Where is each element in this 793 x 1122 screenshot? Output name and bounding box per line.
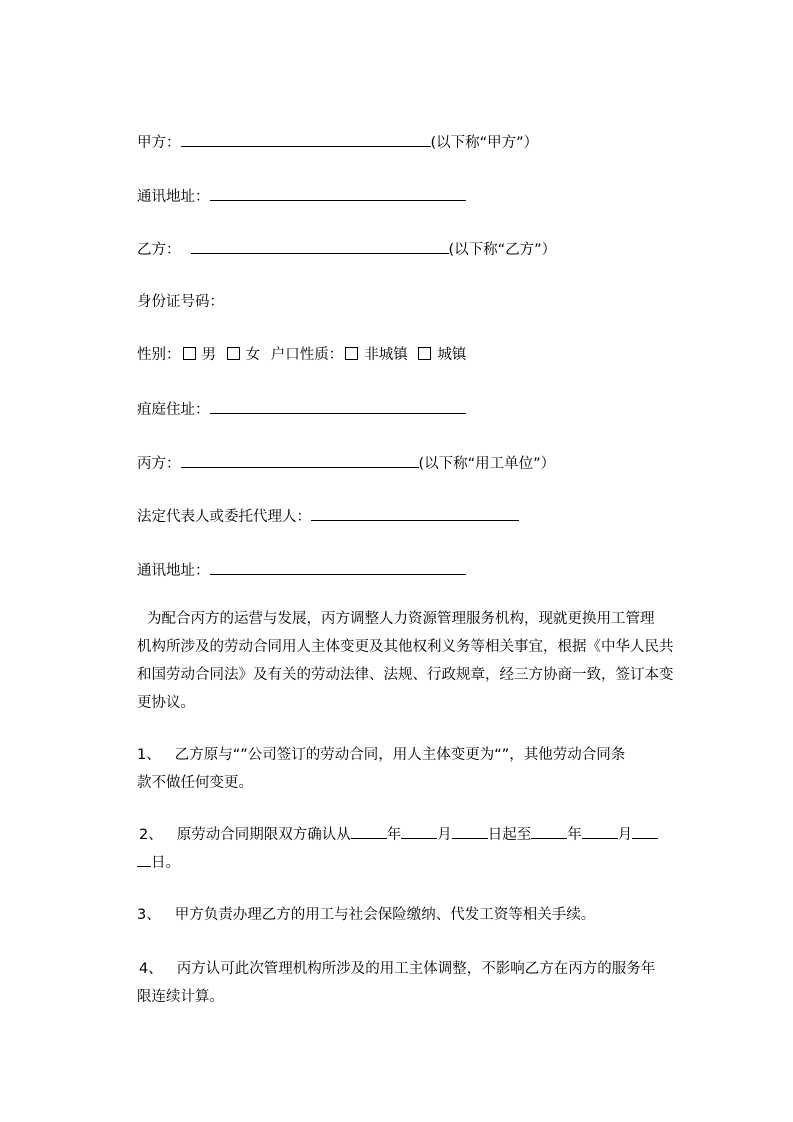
legal-rep-blank[interactable] [311, 505, 519, 521]
urban-label: 城镇 [437, 347, 467, 363]
party-c-blank[interactable] [181, 452, 419, 468]
end-day-blank-a[interactable] [632, 823, 658, 839]
clause-4-line-1: 丙方认可此次管理机构所涉及的用工主体调整，不影响乙方在丙方的服务年 [176, 961, 656, 977]
party-a-blank[interactable] [181, 131, 431, 147]
party-a-label: 甲方： [137, 135, 181, 151]
party-c-address-blank[interactable] [210, 559, 466, 575]
legal-rep-line [137, 505, 519, 527]
start-month-blank[interactable] [401, 823, 437, 839]
start-day-blank[interactable] [452, 823, 488, 839]
party-c-label: 丙方： [137, 456, 181, 472]
party-b-suffix: (以下称“乙方”） [448, 242, 557, 258]
party-a-address-blank[interactable] [210, 185, 466, 201]
male-label: 男 [201, 347, 216, 363]
party-b-blank[interactable] [191, 238, 449, 254]
gender-label: 性别： [137, 347, 181, 363]
party-b-home-line [137, 398, 466, 420]
start-year-label: 年 [386, 827, 402, 843]
non-urban-checkbox[interactable] [345, 347, 358, 360]
clause-4-number: 4、 [139, 961, 163, 977]
male-checkbox[interactable] [183, 347, 196, 360]
intro-line-2: 机构所涉及的劳动合同用人主体变更及其他权利义务等相关事宜，根据《中华人民共 [137, 639, 674, 655]
clause-3 [137, 901, 703, 929]
party-c-address-line [137, 559, 466, 581]
intro-line-4: 更协议。 [137, 695, 195, 711]
start-month-label: 月 [437, 827, 452, 843]
intro-line-3: 和国劳动合同法》及有关的劳动法律、法规、行政规章，经三方协商一致，签订本变 [137, 667, 674, 683]
party-c-line [137, 452, 555, 474]
party-a-address-label: 通讯地址： [137, 189, 210, 205]
intro-paragraph [137, 605, 703, 717]
hukou-label: 户口性质： [270, 347, 344, 363]
end-year-blank[interactable] [531, 823, 567, 839]
party-c-address-label: 通讯地址： [137, 563, 210, 579]
clause-2 [137, 821, 703, 877]
party-c-suffix: (以下称“用工单位”） [418, 456, 556, 472]
female-checkbox[interactable] [227, 347, 240, 360]
party-b-home-blank[interactable] [210, 398, 466, 414]
party-b-id-line [137, 292, 224, 312]
end-day-blank-b[interactable] [137, 851, 151, 867]
clause-1-line-1: 乙方原与“”公司签订的劳动合同，用人主体变更为“”，其他劳动合同条 [174, 747, 626, 763]
clause-4-line-2: 限连续计算。 [137, 989, 224, 1005]
intro-line-1: 为配合丙方的运营与发展，丙方调整人力资源管理服务机构，现就更换用工管理 [147, 611, 655, 627]
clause-2-number: 2、 [139, 827, 163, 843]
clause-2-text: 原劳动合同期限双方确认从 [176, 827, 351, 843]
party-a-line [137, 131, 538, 153]
end-day-label: 日。 [151, 855, 180, 871]
gender-hukou-line [137, 345, 466, 365]
clause-3-number: 3、 [137, 907, 161, 923]
clause-1 [137, 741, 703, 797]
party-b-home-label: 疽庭住址： [137, 402, 210, 418]
end-year-label: 年 [567, 827, 582, 843]
party-b-line [137, 238, 556, 260]
legal-rep-label: 法定代表人或委托代理人： [137, 509, 311, 525]
clause-3-text: 甲方负责办理乙方的用工与社会保险缴纳、代发工资等相关手续。 [174, 907, 596, 923]
party-a-suffix: (以下称“甲方”） [430, 135, 539, 151]
non-urban-label: 非城镇 [364, 347, 408, 363]
party-b-label: 乙方： [137, 242, 181, 258]
female-label: 女 [245, 347, 261, 363]
end-month-blank[interactable] [582, 823, 618, 839]
start-year-blank[interactable] [351, 823, 387, 839]
party-b-id-label: 身份证号码： [137, 294, 224, 310]
party-a-address-line [137, 185, 466, 207]
urban-checkbox[interactable] [418, 347, 431, 360]
clause-4 [137, 955, 703, 1011]
end-month-label: 月 [617, 827, 633, 843]
clause-1-number: 1、 [137, 747, 161, 763]
clause-1-line-2: 款不做任何变更。 [137, 775, 253, 791]
start-day-label: 日起至 [487, 827, 532, 843]
